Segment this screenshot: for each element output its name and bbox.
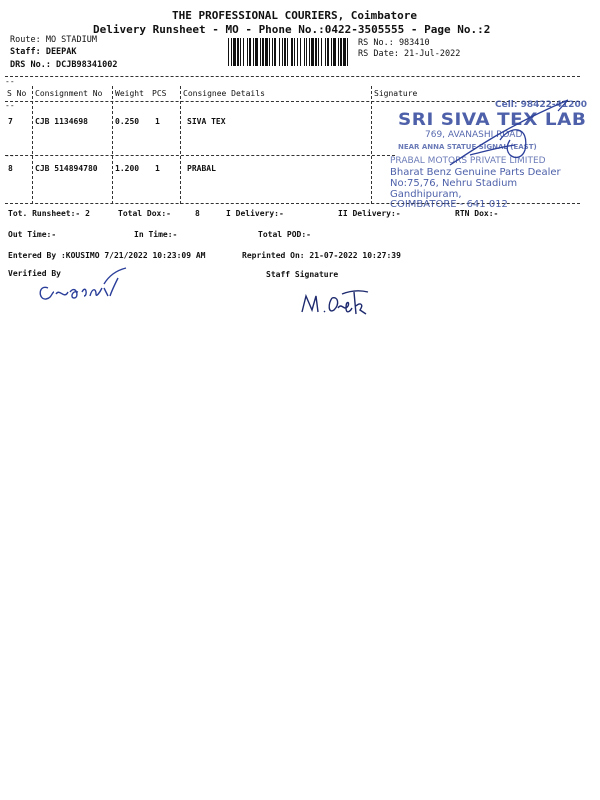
i-delivery: I Delivery:- <box>226 209 284 218</box>
col-signature: Signature <box>374 89 418 98</box>
staff-label: Staff: DEEPAK <box>10 47 77 57</box>
total-runsheet: Tot. Runsheet:- 2 <box>8 209 90 218</box>
col-pcs: PCS <box>152 89 167 98</box>
row2-consignee: PRABAL <box>187 164 216 173</box>
ii-delivery: II Delivery:- <box>338 209 401 218</box>
stamp-siva-name: SRI SIVA TEX LAB <box>398 110 587 130</box>
stamp-siva-address: 769, AVANASHI ROAD <box>425 130 523 140</box>
route-label: Route: MO STADIUM <box>10 35 97 45</box>
total-dox-label: Total Dox:- <box>118 209 171 218</box>
row1-consignment: CJB 1134698 <box>35 117 88 126</box>
stamp-prabal-line1: Bharat Benz Genuine Parts Dealer <box>390 167 561 178</box>
stamp-prabal-line4: COIMBATORE - 641 012 <box>390 199 508 210</box>
row2-weight: 1.200 <box>115 164 140 173</box>
total-dox-value: 8 <box>195 209 200 218</box>
stamp-prabal-company: PRABAL MOTORS PRIVATE LIMITED <box>390 156 546 166</box>
verified-by: Verified By <box>8 269 61 278</box>
signature-scribble <box>440 95 580 175</box>
stamp-prabal-line3: Gandhipuram, <box>390 189 462 200</box>
row2-pcs: 1 <box>155 164 160 173</box>
stamp-siva-near: NEAR ANNA STATUE SIGNAL (EAST) <box>398 143 537 151</box>
staff-signature-label: Staff Signature <box>266 270 339 279</box>
rtn-dox: RTN Dox:- <box>455 209 499 218</box>
row2-consignment: CJB 514894780 <box>35 164 98 173</box>
rs-number: RS No.: 983410 <box>358 38 430 48</box>
row1-weight: 0.250 <box>115 117 140 126</box>
total-pod: Total POD:- <box>258 230 311 239</box>
stamp-prabal-line2: No:75,76, Nehru Stadium <box>390 178 518 189</box>
row1-consignee: SIVA TEX <box>187 117 226 126</box>
row2-sno: 8 <box>8 164 13 173</box>
row1-pcs: 1 <box>155 117 160 126</box>
row1-sno: 7 <box>8 117 13 126</box>
col-consignment: Consignment No <box>35 89 103 98</box>
out-time: Out Time:- <box>8 230 57 239</box>
col-sno: S No <box>7 89 27 98</box>
staff-signature <box>298 284 388 324</box>
verified-signature <box>30 262 130 307</box>
barcode <box>228 38 350 66</box>
in-time: In Time:- <box>134 230 178 239</box>
col-weight: Weight <box>115 89 144 98</box>
stamp-siva-cell: Cell: 98422-41200 <box>495 100 587 110</box>
entered-by: Entered By :KOUSIMO 7/21/2022 10:23:09 AM <box>8 251 206 260</box>
runsheet-subtitle: Delivery Runsheet - MO - Phone No.:0422-3505555 - Page No.:2 <box>93 23 491 36</box>
drs-number: DRS No.: DCJB98341002 <box>10 60 118 70</box>
company-title: THE PROFESSIONAL COURIERS, Coimbatore <box>172 9 418 22</box>
reprinted-on: Reprinted On: 21-07-2022 10:27:39 <box>242 251 401 260</box>
col-consignee: Consignee Details <box>183 89 265 98</box>
rs-date: RS Date: 21-Jul-2022 <box>358 49 461 59</box>
